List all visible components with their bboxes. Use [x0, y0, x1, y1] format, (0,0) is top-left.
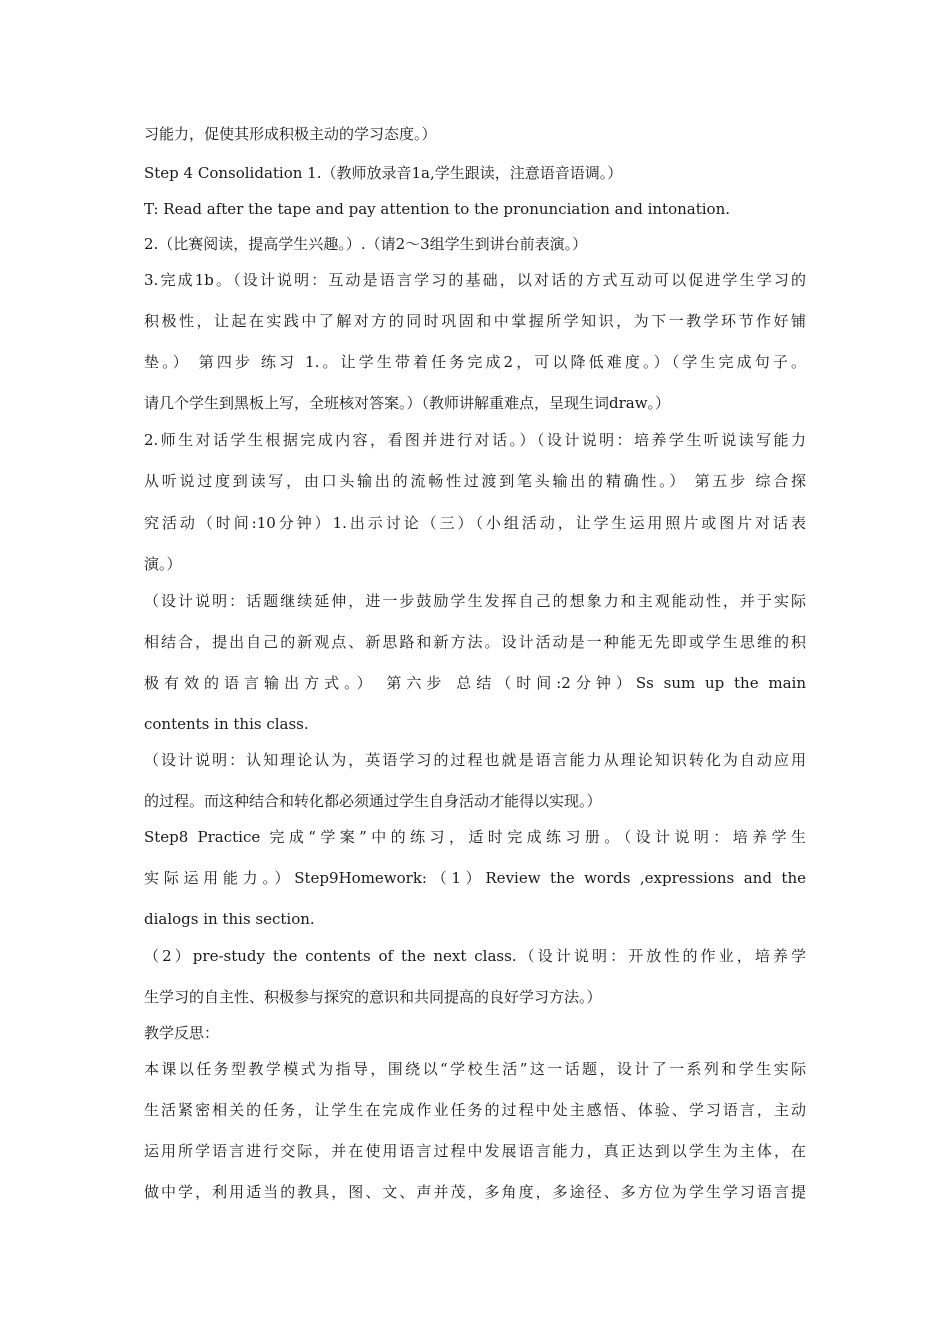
- text-line: 2.（比赛阅读，提高学生兴趣。）.（请2～3组学生到讲台前表演。）: [144, 235, 588, 253]
- text-line: 极有效的语言输出方式。） 第六步 总结（时间:2分钟）Ss sum up the main: [144, 674, 806, 692]
- text-line: 生活紧密相关的任务，让学生在完成作业任务的过程中处主感悟、体验、学习语言，主动: [144, 1101, 806, 1119]
- text-line: 的过程。而这种结合和转化都必须通过学生自身活动才能得以实现。）: [144, 792, 602, 810]
- text-line: 相结合，提出自己的新观点、新思路和新方法。设计活动是一种能无先即或学生思维的积: [144, 633, 806, 651]
- text-line: 演。）: [144, 555, 182, 573]
- text-line: 实际运用能力。）Step9Homework:（1）Review the words ,expressions and the: [144, 869, 806, 887]
- text-line: （设计说明：话题继续延伸，进一步鼓励学生发挥自己的想象力和主观能动性，并于实际: [144, 592, 806, 610]
- text-line: dialogs in this section.: [144, 910, 315, 928]
- text-line: 做中学，利用适当的教具，图、文、声并茂，多角度，多途径、多方位为学生学习语言提: [144, 1183, 806, 1201]
- text-line: 垫。） 第四步 练习 1.。让学生带着任务完成2，可以降低难度。）（学生完成句子。: [144, 353, 806, 371]
- section-heading: 教学反思：: [144, 1024, 220, 1042]
- text-line: contents in this class.: [144, 715, 309, 733]
- text-line: （设计说明：认知理论认为，英语学习的过程也就是语言能力从理论知识转化为自动应用: [144, 751, 806, 769]
- text-line: 本课以任务型教学模式为指导，围绕以“学校生活”这一话题，设计了一系列和学生实际: [144, 1060, 806, 1078]
- text-line: 请几个学生到黑板上写，全班核对答案。）（教师讲解重难点，呈现生词draw。）: [144, 394, 671, 412]
- text-line: 2.师生对话学生根据完成内容，看图并进行对话。）（设计说明：培养学生听说读写能力: [144, 431, 806, 449]
- text-line: T: Read after the tape and pay attention to the pronunciation and intonation.: [144, 200, 730, 218]
- text-line: 3.完成1b。（设计说明：互动是语言学习的基础，以对话的方式互动可以促进学生学习的: [144, 271, 806, 289]
- text-line: 运用所学语言进行交际，并在使用语言过程中发展语言能力，真正达到以学生为主体，在: [144, 1142, 806, 1160]
- text-line: Step8 Practice 完成“学案”中的练习，适时完成练习册。（设计说明：培养学生: [144, 828, 806, 846]
- text-line: 积极性，让起在实践中了解对方的同时巩固和中掌握所学知识，为下一教学环节作好铺: [144, 312, 806, 330]
- text-line: 生学习的自主性、积极参与探究的意识和共同提高的良好学习方法。）: [144, 988, 602, 1006]
- text-line: 从听说过度到读写，由口头输出的流畅性过渡到笔头输出的精确性。） 第五步 综合探: [144, 472, 806, 490]
- text-line: （2）pre-study the contents of the next class.（设计说明：开放性的作业，培养学: [144, 947, 806, 965]
- text-line: Step 4 Consolidation 1.（教师放录音1a,学生跟读，注意语音语调。）: [144, 164, 623, 182]
- text-line: 习能力，促使其形成积极主动的学习态度。）: [144, 125, 437, 143]
- text-line: 究活动（时间:10分钟）1.出示讨论（三）（小组活动，让学生运用照片或图片对话表: [144, 514, 806, 532]
